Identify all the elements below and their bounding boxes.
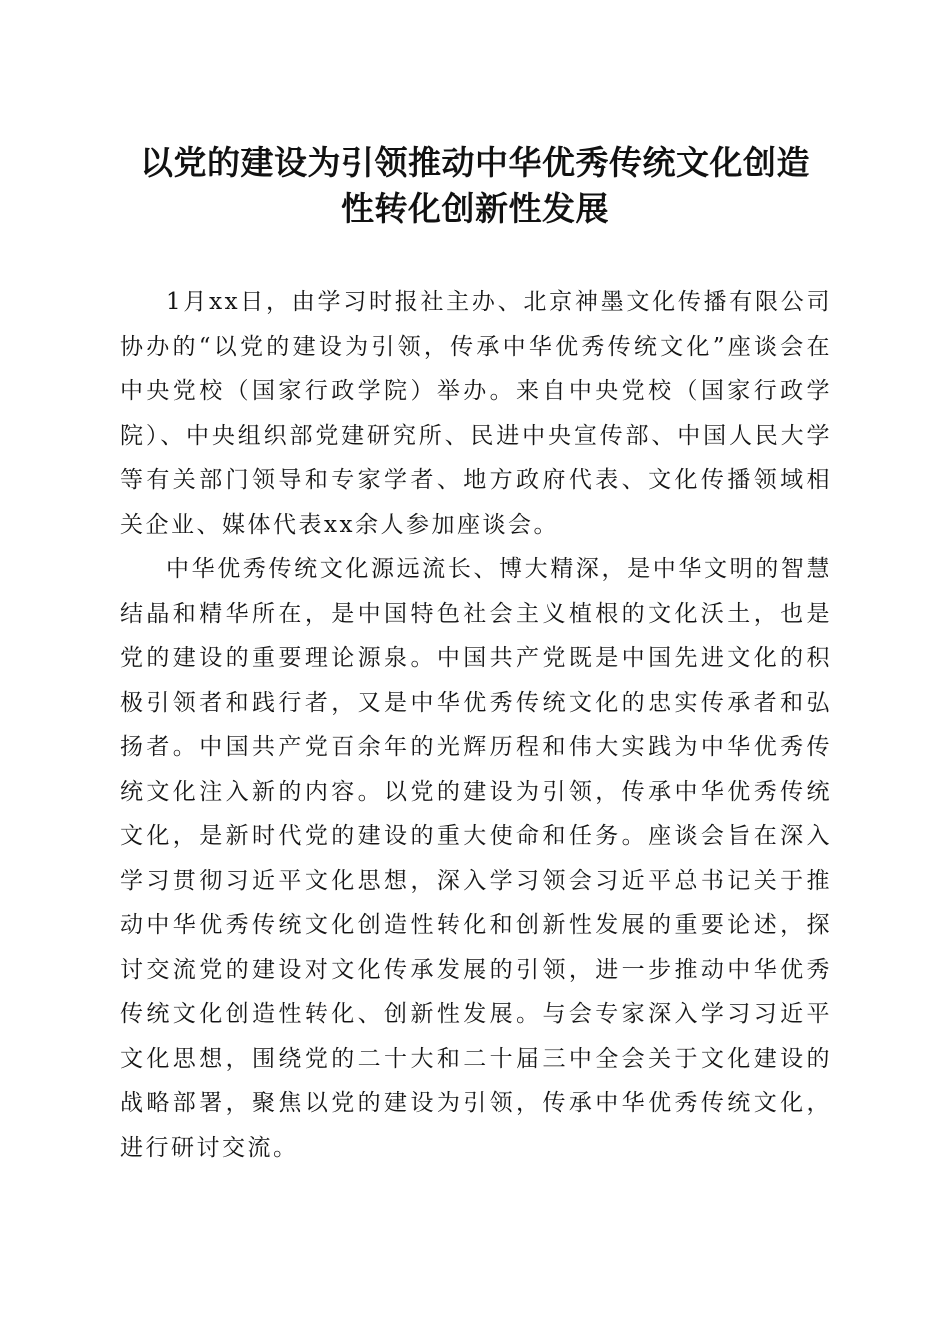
title-line-1: 以党的建设为引领推动中华优秀传统文化创造 [140,143,810,182]
paragraph-1: 1月xx日，由学习时报社主办、北京神墨文化传播有限公司协办的“以党的建设为引领，传承中华优秀传统文化”座谈会在中央党校（国家行政学院）举办。来自中央党校（国家行政学院）、中央组织部党建研究所、民进中央宣传部、中国人民大学等有关部门领导和专家学者、地方政府代表、文化传播领域相关企业、媒体代表xx余人参加座谈会。 [120,289,832,538]
title-line-2: 性转化创新性发展 [341,189,609,228]
document-body [120,280,832,1170]
document-title [110,140,840,232]
paragraph-2: 中华优秀传统文化源远流长、博大精深，是中华文明的智慧结晶和精华所在，是中国特色社会主义植根的文化沃土，也是党的建设的重要理论源泉。中国共产党既是中国先进文化的积极引领者和践行者，又是中华优秀传统文化的忠实传承者和弘扬者。中国共产党百余年的光辉历程和伟大实践为中华优秀传统文化注入新的内容。以党的建设为引领，传承中华优秀传统文化，是新时代党的建设的重大使命和任务。座谈会旨在深入学习贯彻习近平文化思想，深入学习领会习近平总书记关于推动中华优秀传统文化创造性转化和创新性发展的重要论述，探讨交流党的建设对文化传承发展的引领，进一步推动中华优秀传统文化创造性转化、创新性发展。与会专家深入学习习近平文化思想，围绕党的二十大和二十届三中全会关于文化建设的战略部署，聚焦以党的建设为引领，传承中华优秀传统文化，进行研讨交流。 [120,556,832,1161]
